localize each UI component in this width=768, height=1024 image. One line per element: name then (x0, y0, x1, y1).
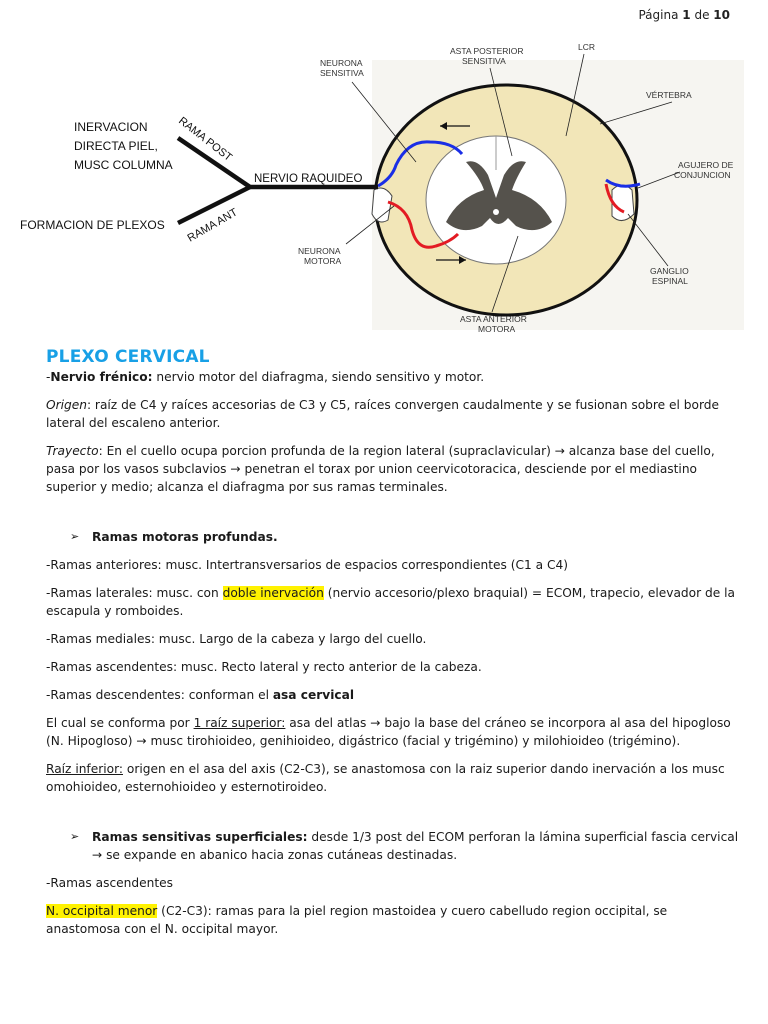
paragraph-trayecto (46, 442, 740, 496)
spacer (46, 506, 740, 528)
label-ganglio-1: GANGLIO (650, 266, 689, 276)
label-neurona-motora-2: MOTORA (304, 256, 342, 266)
highlight-doble-inervacion: doble inervación (222, 586, 324, 600)
label-neurona-motora-1: NEURONA (298, 246, 341, 256)
label-neurona-sensitiva-1: NEURONA (320, 58, 363, 68)
page-of: de (694, 8, 710, 22)
label-asta-posterior-1: ASTA POSTERIOR (450, 46, 524, 56)
bullet-arrow-icon: ➢ (70, 530, 80, 543)
label-rama-ant: RAMA ANT (185, 206, 240, 245)
central-canal (493, 209, 499, 215)
bullet-arrow-icon: ➢ (70, 830, 80, 843)
ramas-sensitivas-title: Ramas sensitivas superficiales: (92, 830, 308, 844)
trayecto-label: Trayecto (46, 444, 99, 458)
label-neurona-sensitiva-2: SENSITIVA (320, 68, 364, 78)
section-title: PLEXO CERVICAL (46, 347, 210, 367)
paragraph-ascendentes-motoras: -Ramas ascendentes: musc. Recto lateral y recto anterior de la cabeza. (46, 660, 482, 674)
left-foramen (372, 188, 392, 222)
paragraph-raiz-superior (46, 714, 740, 750)
frenico-text: nervio motor del diafragma, siendo sensitivo y motor. (152, 370, 485, 384)
ramas-sensitivas-text: desde 1/3 post del ECOM perforan la lámina superficial fascia cervical → se expande en abanico hacia zonas cutáneas destinadas. (92, 830, 739, 862)
paragraph-anteriores: -Ramas anteriores: musc. Intertransversarios de espacios correspondientes (C1 a C4) (46, 558, 568, 572)
occipital-text: (C2-C3): ramas para la piel region mastoidea y cuero cabelludo region occipital, se anastomosa con el N. occipital mayor. (46, 904, 668, 936)
spacer (46, 806, 740, 828)
ramas-motoras-title: Ramas motoras profundas. (92, 530, 278, 544)
descendentes-pre: -Ramas descendentes: conforman el (46, 688, 273, 702)
paragraph-descendentes (46, 686, 740, 704)
spinal-nerve-diagram (0, 30, 768, 340)
page-number (638, 8, 730, 22)
bullet-ramas-sensitivas (46, 828, 740, 864)
frenico-label: Nervio frénico: (50, 370, 153, 384)
raiz-sup-pre: El cual se conforma por (46, 716, 194, 730)
label-nervio-raquideo: NERVIO RAQUIDEO (254, 173, 363, 185)
highlight-occipital-menor: N. occipital menor (46, 904, 158, 918)
label-agujero-1: AGUJERO DE (678, 160, 734, 170)
label-lcr: LCR (578, 42, 596, 52)
page-current: 1 (682, 8, 691, 22)
bullet-ramas-motoras (46, 528, 740, 546)
label-inervacion-3: MUSC COLUMNA (74, 158, 173, 172)
label-formacion-plexos: FORMACION DE PLEXOS (20, 218, 165, 232)
label-inervacion-2: DIRECTA PIEL, (74, 139, 158, 153)
origen-label: Origen (46, 398, 87, 412)
raiz-inferior-label: Raíz inferior: (46, 762, 123, 776)
label-ganglio-2: ESPINAL (652, 276, 688, 286)
label-asta-posterior-2: SENSITIVA (462, 56, 506, 66)
paragraph-mediales: -Ramas mediales: musc. Largo de la cabeza y largo del cuello. (46, 632, 427, 646)
paragraph-frenico (46, 368, 740, 386)
trayecto-text: : En el cuello ocupa porcion profunda de la region lateral (supraclavicular) → alcanza base del cuello, pasa por los vasos subclavios → penetran el torax por union ceervicotoracica, desciende por el mediastino superior y medio; alcanza el diafragma por sus ramas terminales. (46, 444, 715, 494)
raiz-inf-post: origen en el asa del axis (C2-C3), se anastomosa con la raiz superior dando inervación a los musc omohioideo, esternohioideo y esternotiroideo. (46, 762, 725, 794)
label-asta-anterior-1: ASTA ANTERIOR (460, 314, 527, 324)
paragraph-laterales (46, 584, 740, 620)
origen-text: : raíz de C4 y raíces accesorias de C3 y C5, raíces convergen caudalmente y se fusionan sobre el borde lateral del escaleno anterior. (46, 398, 719, 430)
dash: - (46, 370, 51, 384)
laterales-post: (nervio accesorio/plexo braquial) = ECOM, trapecio, elevador de la escapula y romboides. (46, 586, 735, 618)
label-asta-anterior-2: MOTORA (478, 324, 516, 334)
paragraph-ascendentes-sensitivas: -Ramas ascendentes (46, 876, 173, 890)
raiz-superior-label: 1 raíz superior: (193, 716, 286, 730)
label-inervacion-1: INERVACION (74, 120, 148, 134)
asa-cervical: asa cervical (272, 688, 355, 702)
label-rama-post: RAMA POST (176, 114, 235, 164)
document-content (46, 348, 740, 948)
label-agujero-2: CONJUNCION (674, 170, 731, 180)
paragraph-raiz-inferior (46, 760, 740, 796)
page-prefix: Página (638, 8, 679, 22)
raiz-sup-post: asa del atlas → bajo la base del cráneo se incorpora al asa del hipogloso (N. Hipogloso) → musc tirohioideo, genihioideo, digástrico (facial y trigémino) y milohioideo (trigémino). (46, 716, 731, 748)
paragraph-origen (46, 396, 740, 432)
paragraph-occipital-menor (46, 902, 740, 938)
label-vertebra: VÉRTEBRA (646, 90, 692, 100)
page-total: 10 (713, 8, 730, 22)
right-foramen (612, 185, 634, 221)
laterales-pre: -Ramas laterales: musc. con (46, 586, 223, 600)
